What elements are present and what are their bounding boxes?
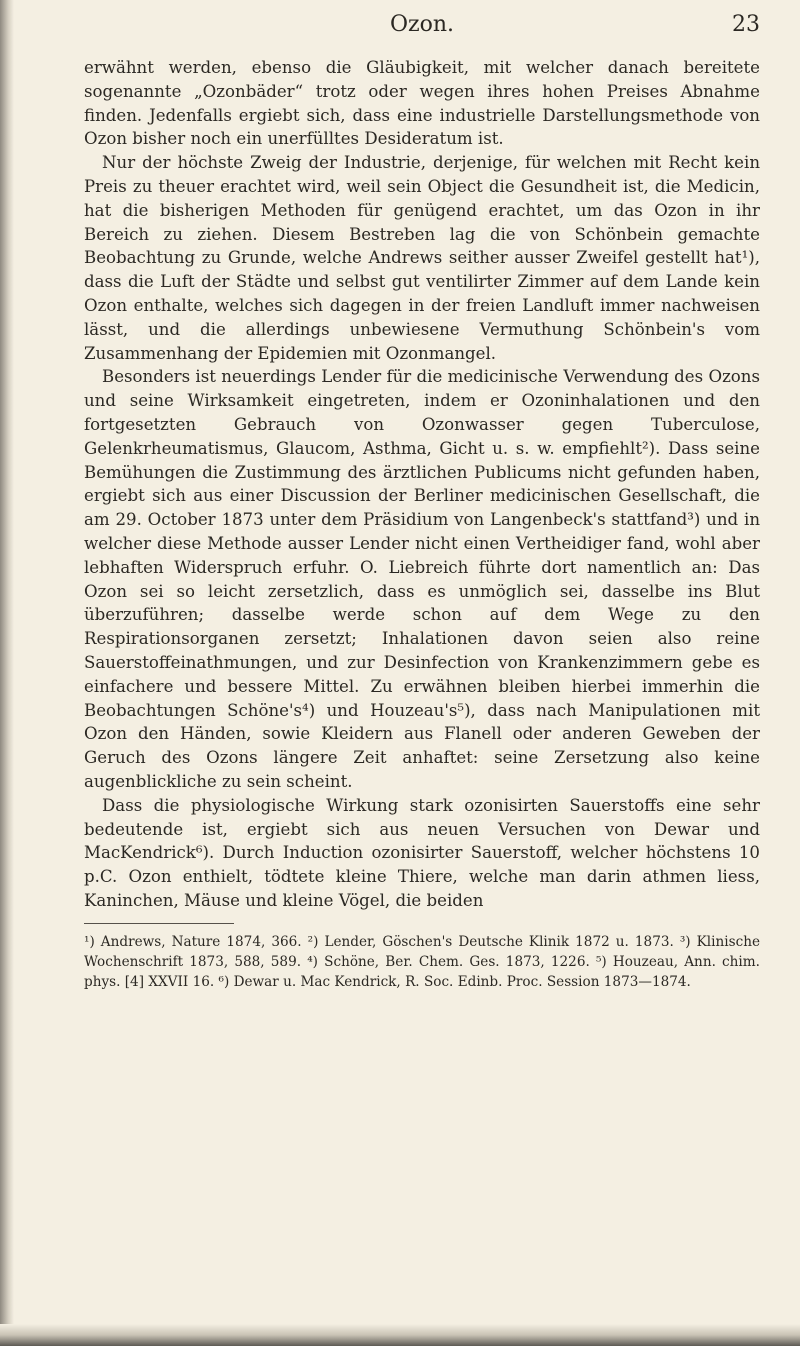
footnotes: ¹) Andrews, Nature 1874, 366. ²) Lender, Göschen's Deutsche Klinik 1872 u. 1873. ³) Klinische Wochenschrift 1873, 588, 589. ⁴) Schöne, Ber. Chem. Ges. 1873, 1226. ⁵) Houzeau, Ann. chim. phys. [4] XXVII 16. ⁶) Dewar u. Mac Kendrick, R. Soc. Edinb. Proc. Session 1873—1874. xyxy=(84,933,760,990)
page-number: 23 xyxy=(732,12,760,37)
paragraph-4: Dass die physiologische Wirkung stark ozonisirten Sauerstoffs eine sehr bedeutende ist, ergiebt sich aus neuen Versuchen von Dewar und MacKendrick⁶). Durch Induction ozonisirter Sauerstoff, welcher höchstens 10 p.C. Ozon enthielt, tödtete kleine Thiere, welche man darin athmen liess, Kaninchen, Mäuse und kleine Vögel, die beiden xyxy=(84,795,760,910)
paragraph-3: Besonders ist neuerdings Lender für die medicinische Verwendung des Ozons und seine Wirksamkeit eingetreten, indem er Ozoninhalationen und den fortgesetzten Gebrauch von Ozonwasser gegen Tuberculose, Gelenkrheumatismus, Glaucom, Asthma, Gicht u. s. w. empfiehlt²). Dass seine Bemühungen die Zustimmung des ärztlichen Publicums nicht gefunden haben, ergiebt sich aus einer Discussion der Berliner medicinischen Gesellschaft, die am 29. October 1873 unter dem Präsidium von Langenbeck's stattfand³) und in welcher diese Methode ausser Lender nicht einen Vertheidiger fand, wohl aber lebhaften Widerspruch erfuhr. O. Liebreich führte dort namentlich an: Das Ozon sei so leicht zersetzlich, dass es unmöglich sei, dasselbe ins Blut überzuführen; dasselbe werde schon auf dem Wege zu den Respirationsorganen zersetzt; Inhalationen davon seien also reine Sauerstoffeinathmungen, und zur Desinfection von Krankenzimmern gebe es einfachere und bessere Mittel. Zu erwähnen bleiben hierbei immerhin die Beobachtungen Schöne's⁴) und Houzeau's⁵), dass nach Manipulationen mit Ozon den Händen, sowie Kleidern aus Flanell oder anderen Geweben der Geruch des Ozons längere Zeit anhaftet: seine Zersetzung also keine augenblickliche zu sein scheint. xyxy=(84,367,760,791)
page-title: Ozon. xyxy=(389,12,455,37)
scan-left-shadow xyxy=(0,0,14,1346)
paragraph-2: Nur der höchste Zweig der Industrie, derjenige, für welchen mit Recht kein Preis zu theuer erachtet wird, weil sein Object die Gesundheit ist, die Medicin, hat die bisherigen Methoden für genügend erachtet, um das Ozon in ihr Bereich zu ziehen. Diesem Bestreben lag die von Schönbein gemachte Beobachtung zu Grunde, welche Andrews seither ausser Zweifel gestellt hat¹), dass die Luft der Städte und selbst gut ventilirter Zimmer auf dem Lande kein Ozon enthalte, welches sich dagegen in der freien Landluft immer nachweisen lässt, und die allerdings unbewiesene Vermuthung Schönbein's vom Zusammenhang der Epidemien mit Ozonmangel. xyxy=(84,153,760,363)
book-page xyxy=(84,12,760,992)
footnote-divider xyxy=(84,923,234,924)
scan-bottom-edge xyxy=(0,1324,800,1346)
paragraph-1: erwähnt werden, ebenso die Gläubigkeit, mit welcher danach bereitete sogenannte „Ozonbäder“ trotz oder wegen ihres hohen Preises Abnahme finden. Jedenfalls ergiebt sich, dass eine industrielle Darstellungsmethode von Ozon bisher noch ein unerfülltes Desideratum ist. xyxy=(84,58,760,149)
running-header xyxy=(84,12,760,46)
